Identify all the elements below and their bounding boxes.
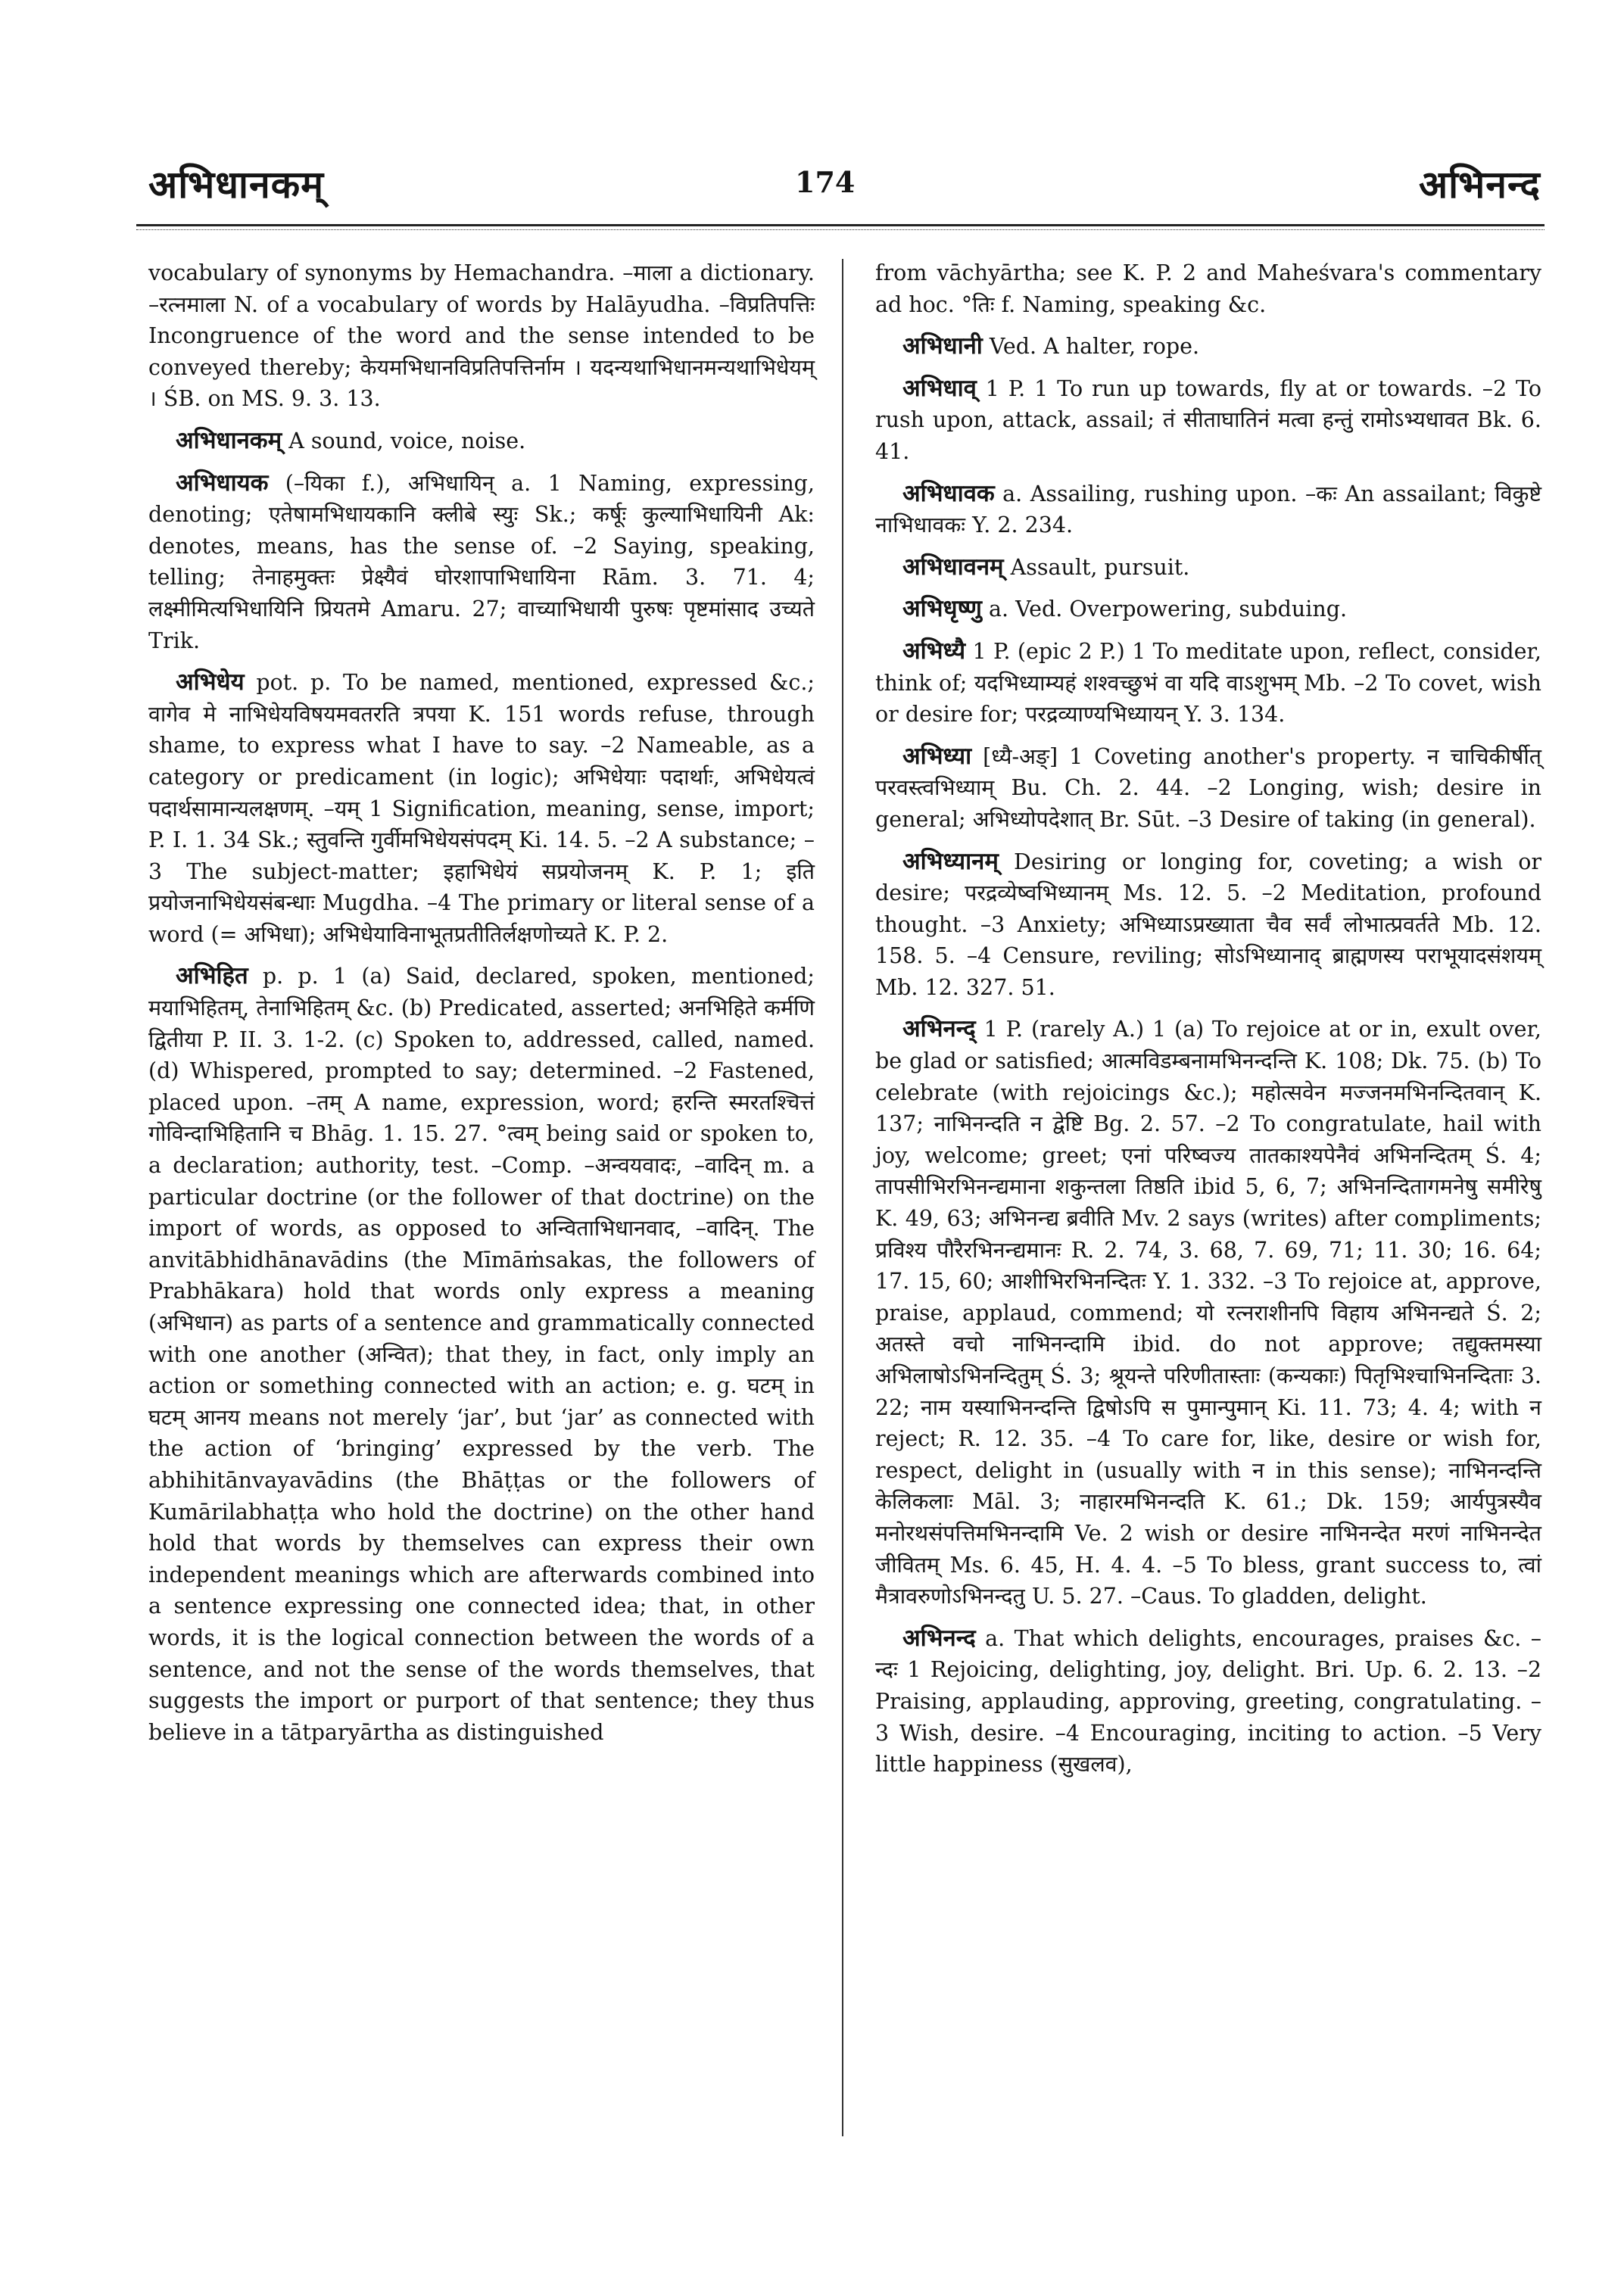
entry-text: Assault, pursuit. [1003, 554, 1190, 580]
running-headword-right: अभिनन्द [1418, 162, 1541, 207]
entry [875, 331, 1541, 363]
entry-text: p. p. 1 (a) Said, declared, spoken, mentioned; मयाभिहितम्, तेनाभिहितम् &c. (b) Predicated, asserted; अनभिहिते कर्मणि द्वितीया P. II. 3. 1-2. (c) Spoken to, addressed, called, named. (d) Whispered, prompted to say; determined. –2 Fastened, placed upon. –तम् A name, expression, word; हरन्ति स्मरतश्चित्तं गोविन्दाभिहितानि च Bhāg. 1. 15. 27. °त्वम् being said or spoken to, a declaration; authority, test. –Comp. –अन्वयवादः, –वादिन् m. a particular doctrine (or the follower of that doctrine) on the import of words, as opposed to अन्विताभिधानवाद, –वादिन्. The anvitābhidhānavādins (the Mīmāṁsakas, the followers of Prabhākara) hold that words only express a meaning (अभिधान) as parts of a sentence and grammatically connected with one another (अन्वित); that they, in fact, only imply an action or something connected with an action; e. g. घटम् in घटम् आनय means not merely ‘jar’, but ‘jar’ as connected with the action of ‘bringing’ expressed by the verb. The abhihitānvayavādins (the Bhāṭṭas or the followers of Kumārilabhaṭṭa who hold the doctrine) on the other hand hold that words by themselves can express their own independent meanings which are afterwards combined into a sentence expressing one connected idea; that, in other words, it is the logical connection between the words of a sentence, and not the sense of the words themselves, that suggests the import or purport of that sentence; they thus believe in a tātparyārtha as distinguished [148, 964, 815, 1745]
entry-text: Ved. A halter, rope. [982, 334, 1200, 360]
entry-headword: अभिधानकम् [176, 426, 282, 454]
page-number: 174 [795, 165, 856, 199]
entry-text: a. Assailing, rushing upon. –कः An assailant; विकुष्टे नाभिधावकः Y. 2. 234. [875, 481, 1541, 538]
entry-headword: अभिध्यै [902, 637, 966, 665]
entry [875, 846, 1541, 1004]
entry-text: [ध्यै-अङ्] 1 Coveting another's property. न चाचिकीर्षीत् परवस्त्वभिध्याम् Bu. Ch. 2. 44. –2 Longing, wish; desire in general; अभिध्योपदेशात् Br. Sūt. –3 Desire of taking (in general). [875, 743, 1541, 832]
entry-headword: अभिधायक [176, 469, 269, 497]
entry-text: from vāchyārtha; see K. P. 2 and Maheśvara's commentary ad hoc. °तिः f. Naming, speaking &c. [875, 260, 1541, 317]
entry [875, 1014, 1541, 1612]
entry-text: 1 P. 1 To run up towards, fly at or towards. –2 To rush upon, attack, assail; तं सीताघातिनं मत्वा हन्तुं रामोऽभ्यधावत Bk. 6. 41. [875, 375, 1541, 464]
entry-headword: अभिधावनम् [902, 553, 1004, 581]
entry-text: A sound, voice, noise. [282, 428, 526, 453]
entry-text: vocabulary of synonyms by Hemachandra. –माला a dictionary. –रत्नमाला N. of a vocabulary of words by Halāyudha. –विप्रतिपत्तिः Incongruence of the word and the sense intended to be conveyed thereby; केयमभिधानविप्रतिपत्तिर्नाम । यदन्यथाभिधानमन्यथाभिधेयम् । ŚB. on MS. 9. 3. 13. [148, 260, 815, 412]
entry-headword: अभिध्यानम् [902, 847, 999, 875]
entry-headword: अभिधृष्णु [902, 595, 982, 623]
entry-headword: अभिधेय [176, 668, 245, 696]
entry-continuation [875, 257, 1541, 320]
entry-text: a. Ved. Overpowering, subduing. [981, 597, 1348, 622]
right-column [875, 257, 1541, 1791]
entry [148, 425, 815, 457]
header-rule [136, 224, 1545, 226]
entry [148, 961, 815, 1748]
entry [875, 636, 1541, 731]
entry-text: 1 P. (rarely A.) 1 (a) To rejoice at or in, exult over, be glad or satisfied; आत्मविडम्बनामभिनन्दन्ति K. 108; Dk. 75. (b) To celebrate (with rejoicings &c.); महोत्सवेन मज्जनमभिनन्दितवान् K. 137; नाभिनन्दति न द्वेष्टि Bg. 2. 57. –2 To congratulate, hail with joy, welcome; greet; एनां परिष्वज्य तातकाश्यपेनैवं अभिनन्दितम् Ś. 4; तापसीभिरभिनन्द्यमाना शकुन्तला तिष्ठति ibid 5, 6, 7; अभिनन्दितागमनेषु समीरेषु K. 49, 63; अभिनन्द्य ब्रवीति Mv. 2 says (writes) after compliments; प्रविश्य पौरैरभिनन्द्यमानः R. 2. 74, 3. 68, 7. 69, 71; 11. 30; 16. 64; 17. 15, 60; आशीभिरभिनन्दितः Y. 1. 332. –3 To rejoice at, approve, praise, applaud, commend; यो रत्नराशीनपि विहाय अभिनन्द्यते Ś. 2; अतस्ते वचो नाभिनन्दामि ibid. do not approve; तद्युक्तमस्या अभिलाषोऽभिनन्दितुम् Ś. 3; श्रूयन्ते परिणीतास्ताः (कन्यकाः) पितृभिश्चाभिनन्दिताः 3. 22; नाम यस्याभिनन्दन्ति द्विषोऽपि स पुमान्पुमान् Ki. 11. 73; 4. 4; with न reject; R. 12. 35. –4 To care for, like, desire or wish for, respect, delight in (usually with न in this sense); नाभिनन्दन्ति केलिकलाः Māl. 3; नाहारमभिनन्दति K. 61.; Dk. 159; आर्यपुत्रस्यैव मनोरथसंपत्तिमभिनन्दामि Ve. 2 wish or desire नाभिनन्देत मरणं नाभिनन्देत जीवितम् Ms. 6. 45, H. 4. 4. –5 To bless, grant success to, त्वां मैत्रावरुणोऽभिनन्दतु U. 5. 27. –Caus. To gladden, delight. [875, 1017, 1541, 1609]
entry-headword: अभिधाव् [902, 374, 977, 402]
entry [875, 478, 1541, 541]
entry-headword: अभिधानी [902, 332, 983, 360]
column-divider [842, 259, 843, 2136]
left-column [148, 257, 815, 1759]
entry-continuation [148, 257, 815, 415]
entry [148, 468, 815, 657]
entry-headword: अभिनन्द [902, 1624, 976, 1652]
entry-text: Desiring or longing for, coveting; a wish or desire; परद्रव्येष्वभिध्यानम् Ms. 12. 5. –2 Meditation, profound thought. –3 Anxiety; अभिध्याऽप्रख्याता चैव सर्वं लोभात्प्रवर्तते Mb. 12. 158. 5. –4 Censure, reviling; सोऽभिध्यानाद् ब्राह्मणस्य पराभूयादसंशयम् Mb. 12. 327. 51. [875, 849, 1541, 1000]
entry [875, 373, 1541, 468]
entry [875, 741, 1541, 836]
header-dotted-rule [136, 229, 1545, 230]
entry-headword: अभिधावक [902, 479, 995, 507]
entry-text: 1 P. (epic 2 P.) 1 To meditate upon, reflect, consider, think of; यदभिध्याम्यहं शश्वच्छुभं वा यदि वाऽशुभम् Mb. –2 To covet, wish or desire for; परद्रव्याण्यभिध्यायन् Y. 3. 134. [875, 638, 1541, 727]
entry-text: (–यिका f.), अभिधायिन् a. 1 Naming, expressing, denoting; एतेषामभिधायकानि क्लीबे स्युः Sk.; कर्षूः कुल्याभिधायिनी Ak: denotes, means, has the sense of. –2 Saying, speaking, telling; तेनाहमुक्तः प्रेक्ष्यैवं घोरशापाभिधायिना Rām. 3. 71. 4; लक्ष्मीमित्यभिधायिनि प्रियतमे Amaru. 27; वाच्याभिधायी पुरुषः पृष्टमांसाद उच्यते Trik. [148, 470, 815, 653]
running-headword-left: अभिधानकम् [148, 162, 325, 207]
entry [875, 594, 1541, 625]
entry-headword: अभिहित [176, 962, 248, 990]
entry-text: pot. p. To be named, mentioned, expressed &c.; वागेव मे नाभिधेयविषयमवतरति त्रपया K. 151 words refuse, through shame, to express what I have to say. –2 Nameable, as a category or predicament (in logic); अभिधेयाः पदार्थाः, अभिधेयत्वं पदार्थसामान्यलक्षणम्. –यम् 1 Signification, meaning, sense, import; P. I. 1. 34 Sk.; स्तुवन्ति गुर्वीमभिधेयसंपदम् Ki. 14. 5. –2 A substance; –3 The subject-matter; इहाभिधेयं सप्रयोजनम् K. P. 1; इति प्रयोजनाभिधेयसंबन्धाः Mugdha. –4 The primary or literal sense of a word (= अभिधा); अभिधेयाविनाभूतप्रतीतिर्लक्षणोच्यते K. P. 2. [148, 670, 815, 947]
entry [148, 667, 815, 950]
entry-headword: अभिनन्द् [902, 1015, 976, 1043]
entry-text: a. That which delights, encourages, praises &c. –न्दः 1 Rejoicing, delighting, joy, delight. Bri. Up. 6. 2. 13. –2 Praising, applauding, approving, greeting, congratulating. –3 Wish, desire. –4 Encouraging, inciting to action. –5 Very little happiness (सुखलव), [875, 1625, 1541, 1777]
entry [875, 552, 1541, 584]
entry [875, 1623, 1541, 1781]
entry-headword: अभिध्या [902, 742, 972, 770]
